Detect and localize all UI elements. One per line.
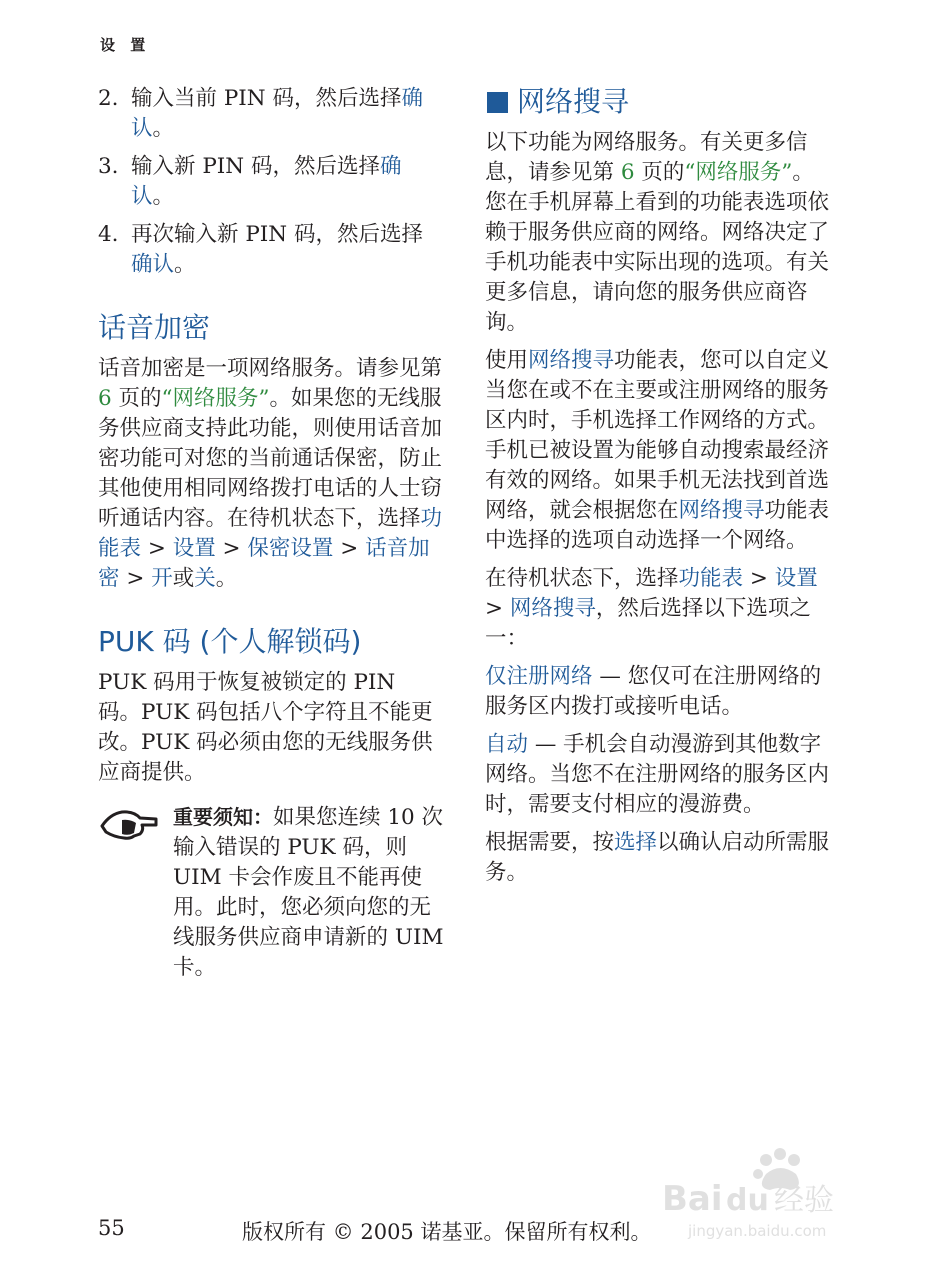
left-column bbox=[98, 84, 444, 983]
page-ref[interactable]: 6 bbox=[620, 160, 635, 185]
important-note bbox=[98, 802, 444, 983]
on-link[interactable]: 开 bbox=[151, 566, 173, 591]
confirm-link[interactable]: 确认 bbox=[131, 252, 175, 277]
option-home-only: 仅注册网络 — 您仅可在注册网络的服务区内拨打或接听电话。 bbox=[485, 664, 822, 719]
network-search-link[interactable]: 网络搜寻 bbox=[528, 348, 615, 373]
step-item bbox=[98, 220, 444, 280]
note-label: 重要须知： bbox=[173, 805, 273, 829]
pointing-hand-icon bbox=[100, 806, 158, 842]
security-settings-link[interactable]: 保密设置 bbox=[247, 536, 334, 561]
step-punct: 。 bbox=[174, 252, 196, 277]
step-punct: 。 bbox=[152, 184, 175, 209]
network-services-ref-link[interactable]: “网络服务” bbox=[161, 386, 270, 411]
settings-link[interactable]: 设置 bbox=[774, 566, 818, 591]
select-link[interactable]: 选择 bbox=[614, 830, 658, 855]
puk-heading: PUK 码 (个人解锁码) bbox=[98, 625, 362, 658]
network-services-ref-link[interactable]: “网络服务” bbox=[684, 160, 793, 185]
network-intro: 以下功能为网络服务。有关更多信息，请参见第 6 页的“网络服务”。您在手机屏幕上看到的功能表选项依赖于服务供应商的网络。网络决定了手机功能表中实际出现的选项。有关更多信息，请向您的服务供应商咨询。 bbox=[485, 130, 830, 335]
step-number: 2. bbox=[98, 86, 119, 111]
svg-text:jingyan.baidu.com: jingyan.baidu.com bbox=[688, 1222, 827, 1240]
network-path: 在待机状态下，选择功能表 > 设置 > 网络搜寻，然后选择以下选项之一： bbox=[485, 566, 818, 651]
option-automatic: 自动 — 手机会自动漫游到其他数字网络。当您不在注册网络的服务区内时，需要支付相应的漫游费。 bbox=[485, 732, 830, 817]
network-search-link[interactable]: 网络搜寻 bbox=[678, 498, 765, 523]
page-ref[interactable]: 6 bbox=[98, 386, 112, 411]
settings-link[interactable]: 设置 bbox=[172, 536, 216, 561]
automatic-link[interactable]: 自动 bbox=[485, 732, 529, 757]
voice-encryption-body: 话音加密是一项网络服务。请参见第 6 页的“网络服务”。如果您的无线服务供应商支持此功能，则使用话音加密功能可对您的当前通话保密，防止其他使用相同网络拨打电话的人士窃听通话内容。在待机状态下，选择功能表 > 设置 > 保密设置 > 话音加密 > 开或关。 bbox=[98, 356, 443, 591]
step-item bbox=[98, 84, 444, 144]
menu-link[interactable]: 功能表 bbox=[678, 566, 744, 591]
network-search-heading: 网络搜寻 bbox=[485, 84, 830, 120]
right-column bbox=[485, 84, 830, 888]
confirm-link[interactable]: 确认 bbox=[131, 154, 402, 209]
voice-encryption-heading: 话音加密 bbox=[98, 311, 211, 344]
menu-link[interactable]: 功能表 bbox=[98, 506, 443, 561]
step-item bbox=[98, 152, 444, 212]
network-usage: 使用网络搜寻功能表，您可以自定义当您在或不在主要或注册网络的服务区内时，手机选择工作网络的方式。手机已被设置为能够自动搜索最经济有效的网络。如果手机无法找到首选网络，就会根据您在网络搜寻功能表中选择的选项自动选择一个网络。 bbox=[485, 348, 830, 553]
step-number: 4. bbox=[98, 222, 119, 247]
section-header: 设 置 bbox=[100, 36, 151, 54]
page-number: 55 bbox=[98, 1216, 125, 1240]
note-text: 重要须知：如果您连续 10 次输入错误的 PUK 码，则 UIM 卡会作废且不能再使用。此时，您必须向您的无线服务供应商申请新的 UIM 卡。 bbox=[173, 805, 444, 980]
network-search-link[interactable]: 网络搜寻 bbox=[509, 596, 596, 621]
square-bullet-icon bbox=[487, 92, 508, 113]
network-confirm: 根据需要，按选择以确认启动所需服务。 bbox=[485, 830, 830, 885]
confirm-link[interactable]: 确认 bbox=[131, 86, 423, 141]
off-link[interactable]: 关 bbox=[194, 566, 216, 591]
svg-text:Bai: Bai bbox=[662, 1179, 723, 1219]
svg-text:du: du bbox=[726, 1183, 769, 1218]
voice-encryption-link[interactable]: 话音加密 bbox=[98, 536, 430, 591]
svg-text:经验: 经验 bbox=[774, 1183, 834, 1218]
copyright-notice: 版权所有 © 2005 诺基亚。保留所有权利。 bbox=[242, 1220, 652, 1244]
home-network-only-link[interactable]: 仅注册网络 bbox=[485, 664, 593, 689]
step-punct: 。 bbox=[152, 116, 175, 141]
step-text: 再次输入新 PIN 码，然后选择 bbox=[131, 222, 423, 247]
baidu-watermark-logo bbox=[662, 1140, 872, 1250]
puk-body: PUK 码用于恢复被锁定的 PIN 码。PUK 码包括八个字符且不能更改。PUK 码必须由您的无线服务供应商提供。 bbox=[98, 670, 433, 785]
step-number: 3. bbox=[98, 154, 119, 179]
step-text: 输入新 PIN 码，然后选择 bbox=[131, 154, 380, 179]
step-text: 输入当前 PIN 码，然后选择 bbox=[131, 86, 402, 111]
